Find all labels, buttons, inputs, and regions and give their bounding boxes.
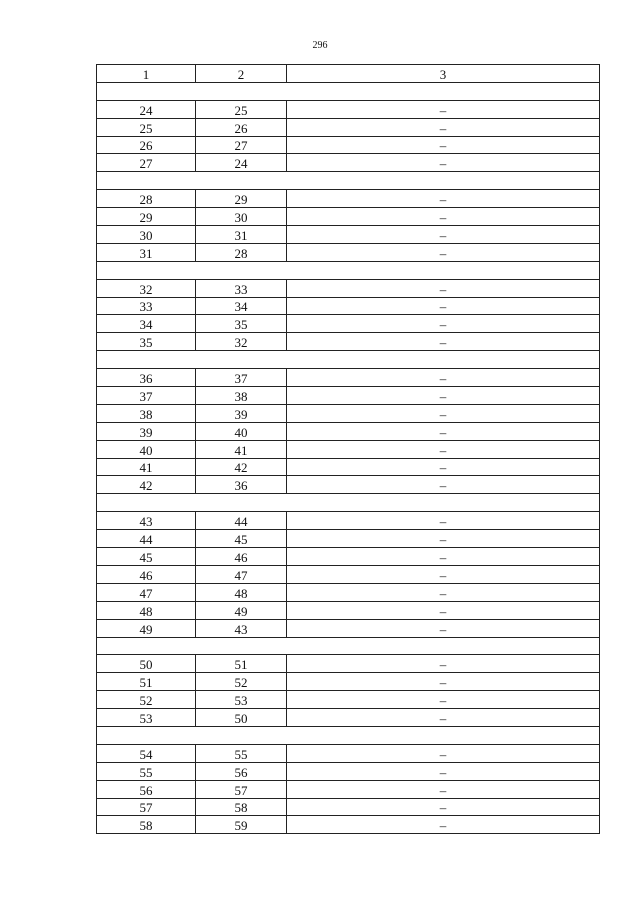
table-cell-col2: 35 — [196, 315, 287, 333]
table-cell-col1: 42 — [97, 476, 196, 494]
table-cell-col3: – — [287, 780, 600, 798]
table-row — [97, 512, 600, 530]
table-cell-col3: – — [287, 476, 600, 494]
table-cell-col3: – — [287, 673, 600, 691]
table-cell-col3: – — [287, 190, 600, 208]
table-cell-col2: 39 — [196, 404, 287, 422]
table-cell-col3: – — [287, 709, 600, 727]
table-cell-col1: 43 — [97, 512, 196, 530]
group-separator-cell — [97, 351, 600, 369]
table-row — [97, 297, 600, 315]
table-cell-col2: 50 — [196, 709, 287, 727]
table-cell-col1: 31 — [97, 243, 196, 261]
table-cell-col2: 48 — [196, 583, 287, 601]
table-row — [97, 691, 600, 709]
table-cell-col2: 46 — [196, 548, 287, 566]
group-separator-cell — [97, 637, 600, 655]
table-cell-col2: 24 — [196, 154, 287, 172]
table-cell-col1: 34 — [97, 315, 196, 333]
group-separator-row — [97, 172, 600, 190]
table-cell-col2: 52 — [196, 673, 287, 691]
header-cell-1: 1 — [97, 65, 196, 83]
table-cell-col1: 52 — [97, 691, 196, 709]
table-cell-col2: 42 — [196, 458, 287, 476]
table-row — [97, 565, 600, 583]
table-cell-col1: 37 — [97, 387, 196, 405]
data-table — [96, 64, 600, 834]
table-cell-col3: – — [287, 762, 600, 780]
table-row — [97, 154, 600, 172]
table-cell-col1: 45 — [97, 548, 196, 566]
table-cell-col1: 55 — [97, 762, 196, 780]
table-cell-col2: 37 — [196, 369, 287, 387]
table-row — [97, 404, 600, 422]
table-row — [97, 762, 600, 780]
table-cell-col3: – — [287, 100, 600, 118]
table-cell-col2: 38 — [196, 387, 287, 405]
table-row — [97, 476, 600, 494]
table-cell-col3: – — [287, 404, 600, 422]
group-separator-row — [97, 726, 600, 744]
table-row — [97, 619, 600, 637]
table-cell-col2: 34 — [196, 297, 287, 315]
table-row — [97, 190, 600, 208]
table-cell-col1: 36 — [97, 369, 196, 387]
header-cell-3: 3 — [287, 65, 600, 83]
group-separator-row — [97, 351, 600, 369]
table-row — [97, 422, 600, 440]
table-cell-col2: 43 — [196, 619, 287, 637]
group-separator-cell — [97, 82, 600, 100]
group-separator-cell — [97, 726, 600, 744]
table-cell-col3: – — [287, 154, 600, 172]
table-row — [97, 816, 600, 834]
group-separator-row — [97, 261, 600, 279]
table-cell-col1: 25 — [97, 118, 196, 136]
table-body — [97, 82, 600, 833]
table-cell-col2: 56 — [196, 762, 287, 780]
table-cell-col3: – — [287, 226, 600, 244]
table-row — [97, 243, 600, 261]
table-row — [97, 548, 600, 566]
table-row — [97, 583, 600, 601]
table-cell-col2: 25 — [196, 100, 287, 118]
table-row — [97, 118, 600, 136]
table-cell-col1: 49 — [97, 619, 196, 637]
table-cell-col3: – — [287, 208, 600, 226]
table-cell-col3: – — [287, 243, 600, 261]
table-cell-col1: 26 — [97, 136, 196, 154]
table-cell-col1: 24 — [97, 100, 196, 118]
table-row — [97, 333, 600, 351]
table-cell-col2: 31 — [196, 226, 287, 244]
table-cell-col3: – — [287, 655, 600, 673]
table-cell-col3: – — [287, 422, 600, 440]
table-cell-col1: 33 — [97, 297, 196, 315]
page-number: 296 — [312, 40, 328, 51]
table-cell-col2: 58 — [196, 798, 287, 816]
group-separator-cell — [97, 172, 600, 190]
table-row — [97, 208, 600, 226]
table-row — [97, 709, 600, 727]
group-separator-row — [97, 82, 600, 100]
table-cell-col1: 30 — [97, 226, 196, 244]
group-separator-cell — [97, 494, 600, 512]
table-row — [97, 530, 600, 548]
table-cell-col3: – — [287, 601, 600, 619]
table-cell-col1: 54 — [97, 744, 196, 762]
table-row — [97, 780, 600, 798]
table-cell-col1: 46 — [97, 565, 196, 583]
table-cell-col3: – — [287, 118, 600, 136]
table-row — [97, 673, 600, 691]
table-cell-col3: – — [287, 279, 600, 297]
table-cell-col2: 28 — [196, 243, 287, 261]
header-cell-2: 2 — [196, 65, 287, 83]
table-cell-col1: 27 — [97, 154, 196, 172]
table-cell-col3: – — [287, 816, 600, 834]
table-cell-col1: 28 — [97, 190, 196, 208]
table-cell-col2: 40 — [196, 422, 287, 440]
table-cell-col2: 36 — [196, 476, 287, 494]
table-row — [97, 601, 600, 619]
table-row — [97, 136, 600, 154]
table-row — [97, 655, 600, 673]
table-cell-col1: 35 — [97, 333, 196, 351]
table-cell-col3: – — [287, 387, 600, 405]
table-cell-col3: – — [287, 530, 600, 548]
table-cell-col3: – — [287, 619, 600, 637]
table-cell-col2: 55 — [196, 744, 287, 762]
table-row — [97, 440, 600, 458]
table-cell-col1: 44 — [97, 530, 196, 548]
table-cell-col2: 51 — [196, 655, 287, 673]
header-row — [97, 65, 600, 83]
table-cell-col2: 27 — [196, 136, 287, 154]
table-cell-col3: – — [287, 583, 600, 601]
table-cell-col1: 58 — [97, 816, 196, 834]
table-cell-col1: 47 — [97, 583, 196, 601]
table-cell-col1: 38 — [97, 404, 196, 422]
table-cell-col2: 53 — [196, 691, 287, 709]
table-row — [97, 100, 600, 118]
table-cell-col3: – — [287, 458, 600, 476]
table-cell-col3: – — [287, 512, 600, 530]
table-cell-col1: 56 — [97, 780, 196, 798]
table-row — [97, 744, 600, 762]
table-cell-col2: 29 — [196, 190, 287, 208]
table-cell-col3: – — [287, 136, 600, 154]
table-cell-col3: – — [287, 369, 600, 387]
table-cell-col3: – — [287, 798, 600, 816]
table-cell-col3: – — [287, 297, 600, 315]
table-cell-col3: – — [287, 565, 600, 583]
table-cell-col1: 39 — [97, 422, 196, 440]
table-row — [97, 458, 600, 476]
table-cell-col2: 49 — [196, 601, 287, 619]
table-cell-col3: – — [287, 744, 600, 762]
table-cell-col3: – — [287, 333, 600, 351]
table-cell-col1: 40 — [97, 440, 196, 458]
table-row — [97, 315, 600, 333]
table-cell-col3: – — [287, 548, 600, 566]
table-cell-col2: 26 — [196, 118, 287, 136]
table-cell-col2: 33 — [196, 279, 287, 297]
table-cell-col1: 29 — [97, 208, 196, 226]
group-separator-cell — [97, 261, 600, 279]
table-cell-col2: 44 — [196, 512, 287, 530]
table-cell-col1: 53 — [97, 709, 196, 727]
table-cell-col1: 51 — [97, 673, 196, 691]
table-row — [97, 798, 600, 816]
group-separator-row — [97, 494, 600, 512]
table-row — [97, 387, 600, 405]
table-cell-col3: – — [287, 315, 600, 333]
group-separator-row — [97, 637, 600, 655]
table-cell-col2: 30 — [196, 208, 287, 226]
table-cell-col2: 45 — [196, 530, 287, 548]
table-cell-col2: 47 — [196, 565, 287, 583]
table-cell-col1: 41 — [97, 458, 196, 476]
table-cell-col3: – — [287, 691, 600, 709]
table-cell-col2: 32 — [196, 333, 287, 351]
table-cell-col3: – — [287, 440, 600, 458]
table-row — [97, 226, 600, 244]
table-cell-col2: 59 — [196, 816, 287, 834]
table-cell-col2: 41 — [196, 440, 287, 458]
table-row — [97, 369, 600, 387]
table-cell-col1: 32 — [97, 279, 196, 297]
table-cell-col1: 48 — [97, 601, 196, 619]
table-cell-col1: 57 — [97, 798, 196, 816]
table-cell-col1: 50 — [97, 655, 196, 673]
table-row — [97, 279, 600, 297]
table-cell-col2: 57 — [196, 780, 287, 798]
